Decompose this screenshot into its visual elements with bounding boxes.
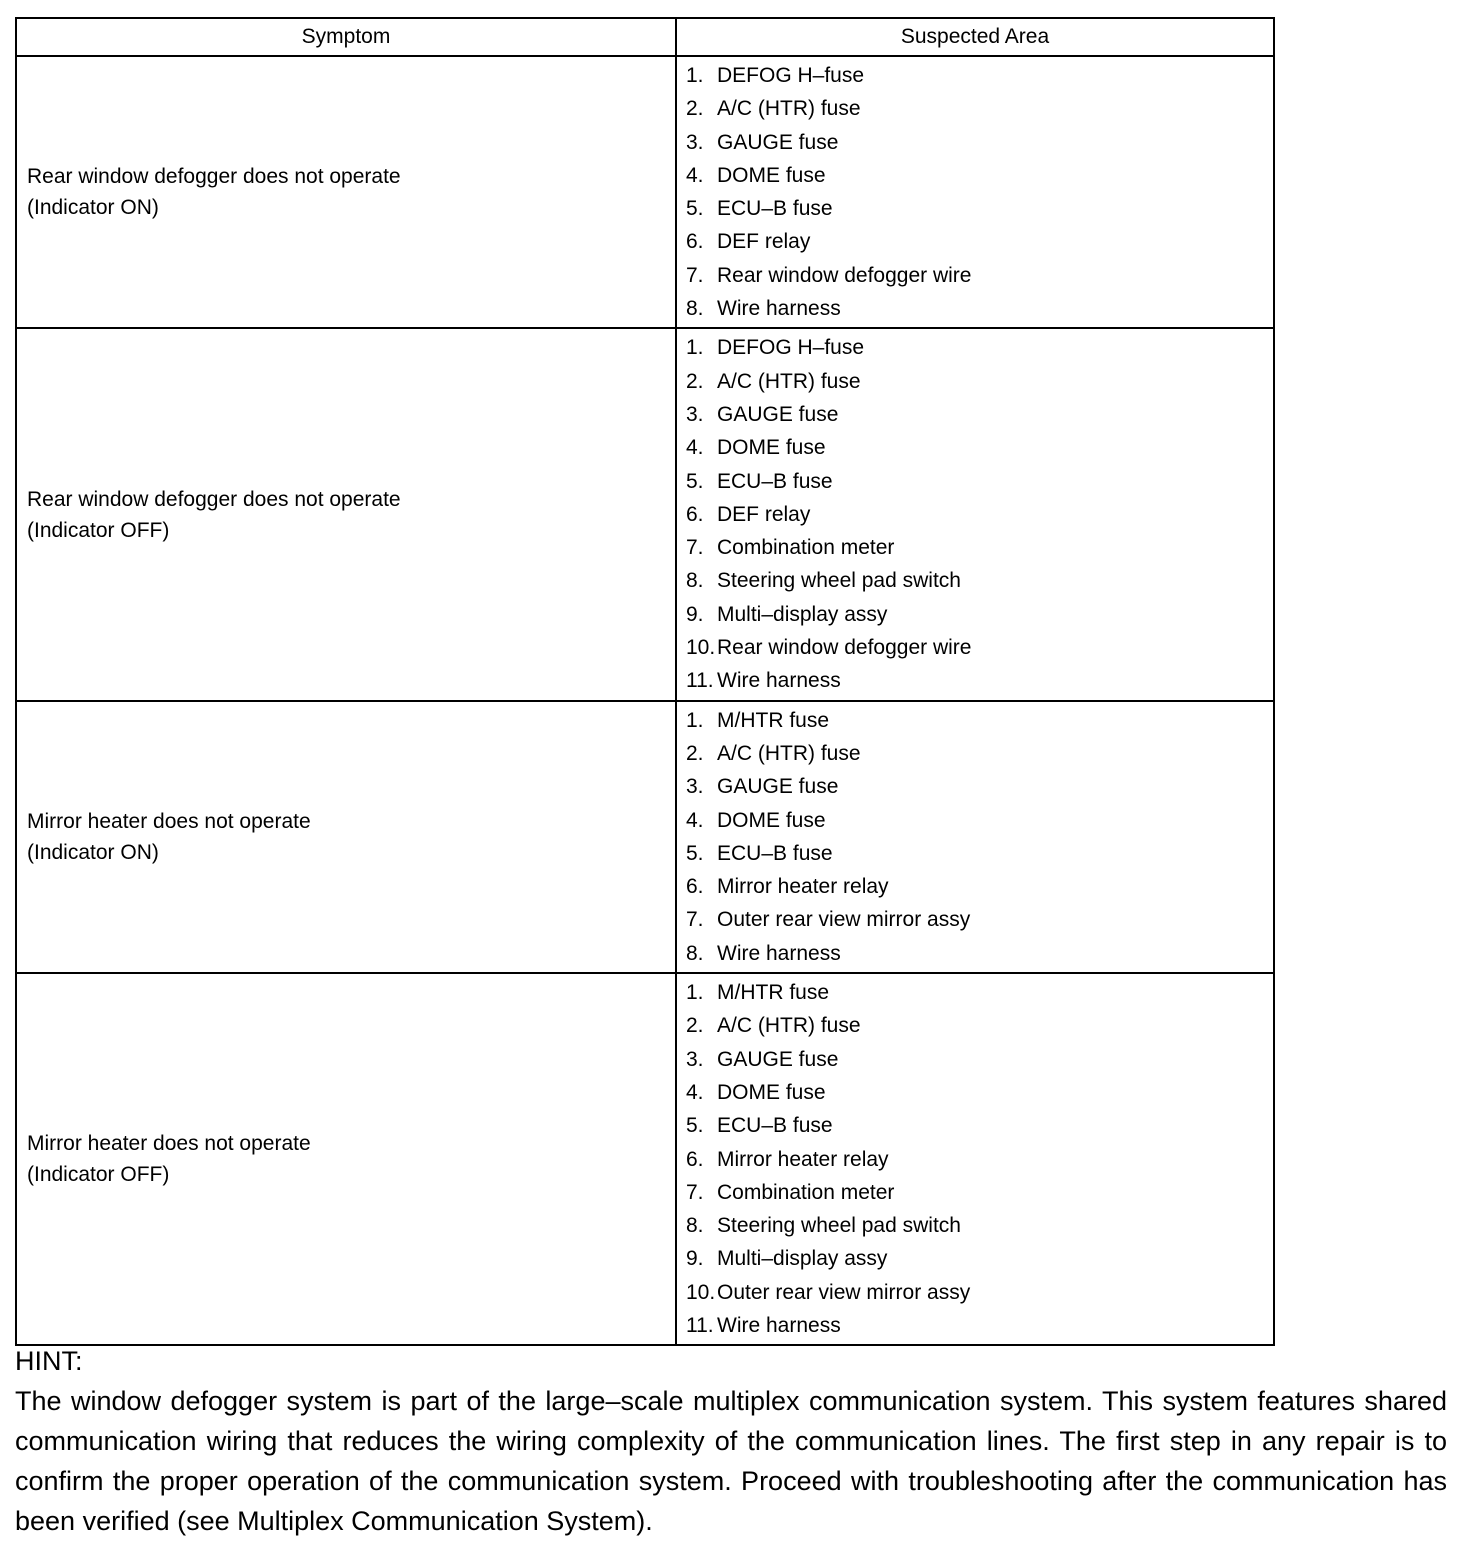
list-item-number: 6. <box>686 1147 704 1171</box>
symptom-cell <box>16 973 676 1345</box>
list-item <box>686 1209 1265 1242</box>
list-item-text: ECU–B fuse <box>717 469 833 493</box>
list-item-text: Mirror heater relay <box>717 875 889 899</box>
list-item-text: DEFOG H–fuse <box>717 64 865 87</box>
list-item-text: Outer rear view mirror assy <box>717 1280 971 1304</box>
list-item-number: 6. <box>686 230 704 254</box>
list-item-text: Outer rear view mirror assy <box>717 908 971 932</box>
symptom-description: Mirror heater does not operate <box>27 809 311 833</box>
list-item <box>686 837 1265 870</box>
list-item-number: 3. <box>686 130 704 154</box>
list-item-number: 2. <box>686 97 704 121</box>
list-item <box>686 292 1265 325</box>
list-item <box>686 598 1265 631</box>
list-item-number: 8. <box>686 297 704 321</box>
list-item <box>686 770 1265 803</box>
list-item <box>686 870 1265 903</box>
table-body <box>16 56 1274 1345</box>
list-item-text: ECU–B fuse <box>717 197 833 221</box>
list-item-number: 3. <box>686 402 704 426</box>
list-item-number: 4. <box>686 1080 704 1104</box>
list-item-number: 6. <box>686 502 704 526</box>
list-item-text: DOME fuse <box>717 808 826 832</box>
suspected-area-cell <box>676 973 1274 1345</box>
suspected-area-cell <box>676 328 1274 700</box>
list-item-text: Combination meter <box>717 536 895 560</box>
list-item-text: Mirror heater relay <box>717 1147 889 1171</box>
list-item <box>686 1043 1265 1076</box>
list-item-text: DEF relay <box>717 502 811 526</box>
list-item-number: 5. <box>686 841 704 865</box>
list-item <box>686 976 1265 1009</box>
list-item-number: 5. <box>686 469 704 493</box>
list-item <box>686 1109 1265 1142</box>
list-item-number: 1. <box>686 64 704 87</box>
list-item-text: Wire harness <box>717 941 841 965</box>
table-header-row <box>16 18 1274 56</box>
list-item <box>686 398 1265 431</box>
list-item-number: 9. <box>686 1247 704 1271</box>
list-item-text: ECU–B fuse <box>717 841 833 865</box>
list-item-text: Wire harness <box>717 669 841 693</box>
list-item-text: M/HTR fuse <box>717 708 830 732</box>
list-item <box>686 1309 1265 1342</box>
list-item-number: 7. <box>686 1180 704 1204</box>
hint-section <box>15 1341 1447 1541</box>
list-item <box>686 465 1265 498</box>
hint-text: The window defogger system is part of the large–scale multiplex communication system. This system features shared communication wiring that reduces the wiring complexity of the communication lines. The first step in any repair is to confirm the proper operation of the communication system. Proceed with troubleshooting after the communication has been verified (see Multiplex Communication System). <box>15 1386 1447 1536</box>
list-item <box>686 365 1265 398</box>
table-row <box>16 701 1274 973</box>
list-item-number: 4. <box>686 436 704 460</box>
symptom-indicator-state: (Indicator OFF) <box>27 1163 170 1187</box>
list-item-number: 4. <box>686 163 704 187</box>
list-item <box>686 1009 1265 1042</box>
symptom-indicator-state: (Indicator OFF) <box>27 518 170 542</box>
list-item-number: 1. <box>686 981 704 1005</box>
list-item-number: 5. <box>686 1114 704 1138</box>
symptom-cell <box>16 328 676 700</box>
list-item-text: Steering wheel pad switch <box>717 569 961 593</box>
list-item <box>686 804 1265 837</box>
list-item <box>686 631 1265 664</box>
symptom-column-header: Symptom <box>16 18 676 56</box>
list-item-text: GAUGE fuse <box>717 1047 839 1071</box>
list-item-text: DEF relay <box>717 230 811 254</box>
table-row <box>16 56 1274 328</box>
troubleshooting-table <box>15 17 1275 1346</box>
list-item <box>686 431 1265 464</box>
symptom-indicator-state: (Indicator ON) <box>27 840 159 864</box>
list-item-text: Rear window defogger wire <box>717 263 972 287</box>
list-item-number: 2. <box>686 1014 704 1038</box>
list-item <box>686 564 1265 597</box>
list-item-text: A/C (HTR) fuse <box>717 1014 861 1038</box>
list-item <box>686 192 1265 225</box>
list-item-number: 4. <box>686 808 704 832</box>
table-row <box>16 973 1274 1345</box>
symptom-description: Rear window defogger does not operate <box>27 487 401 511</box>
list-item <box>686 903 1265 936</box>
hint-label: HINT: <box>15 1346 83 1376</box>
list-item-number: 6. <box>686 875 704 899</box>
list-item-text: DOME fuse <box>717 436 826 460</box>
list-item-text: Rear window defogger wire <box>717 636 972 660</box>
list-item-number: 11. <box>686 669 714 693</box>
list-item <box>686 159 1265 192</box>
list-item-text: Wire harness <box>717 297 841 321</box>
list-item <box>686 737 1265 770</box>
list-item-number: 9. <box>686 602 704 626</box>
suspected-area-cell <box>676 56 1274 328</box>
table-row <box>16 328 1274 700</box>
suspected-area-column-header: Suspected Area <box>676 18 1274 56</box>
list-item-number: 11. <box>686 1313 714 1337</box>
list-item-number: 10. <box>686 636 716 660</box>
list-item <box>686 1143 1265 1176</box>
list-item <box>686 1176 1265 1209</box>
list-item-text: GAUGE fuse <box>717 775 839 799</box>
list-item-text: ECU–B fuse <box>717 1114 833 1138</box>
suspected-area-cell <box>676 701 1274 973</box>
list-item <box>686 59 1265 92</box>
list-item <box>686 259 1265 292</box>
list-item <box>686 664 1265 697</box>
list-item-text: A/C (HTR) fuse <box>717 741 861 765</box>
list-item <box>686 1242 1265 1275</box>
list-item <box>686 498 1265 531</box>
list-item-number: 7. <box>686 536 704 560</box>
list-item <box>686 92 1265 125</box>
list-item-text: GAUGE fuse <box>717 130 839 154</box>
list-item-text: Steering wheel pad switch <box>717 1214 961 1238</box>
list-item-text: DEFOG H–fuse <box>717 336 865 360</box>
list-item <box>686 225 1265 258</box>
symptom-cell <box>16 701 676 973</box>
list-item-number: 8. <box>686 941 704 965</box>
list-item <box>686 1276 1265 1309</box>
list-item <box>686 1076 1265 1109</box>
list-item-text: Wire harness <box>717 1313 841 1337</box>
list-item <box>686 531 1265 564</box>
list-item-number: 7. <box>686 908 704 932</box>
list-item <box>686 704 1265 737</box>
symptom-cell <box>16 56 676 328</box>
list-item-number: 8. <box>686 1214 704 1238</box>
list-item-number: 1. <box>686 336 704 360</box>
list-item <box>686 126 1265 159</box>
list-item-number: 7. <box>686 263 704 287</box>
symptom-indicator-state: (Indicator ON) <box>27 196 159 220</box>
list-item-number: 8. <box>686 569 704 593</box>
list-item <box>686 331 1265 364</box>
list-item-number: 10. <box>686 1280 716 1304</box>
list-item-text: Combination meter <box>717 1180 895 1204</box>
list-item-number: 1. <box>686 708 704 732</box>
list-item-text: GAUGE fuse <box>717 402 839 426</box>
list-item-text: DOME fuse <box>717 163 826 187</box>
symptom-description: Rear window defogger does not operate <box>27 165 401 189</box>
list-item-text: Multi–display assy <box>717 1247 888 1271</box>
list-item-number: 2. <box>686 369 704 393</box>
list-item-number: 3. <box>686 1047 704 1071</box>
list-item-number: 2. <box>686 741 704 765</box>
list-item-text: Multi–display assy <box>717 602 888 626</box>
list-item-text: A/C (HTR) fuse <box>717 97 861 121</box>
list-item-text: M/HTR fuse <box>717 981 830 1005</box>
list-item <box>686 937 1265 970</box>
list-item-text: DOME fuse <box>717 1080 826 1104</box>
list-item-text: A/C (HTR) fuse <box>717 369 861 393</box>
list-item-number: 5. <box>686 197 704 221</box>
symptom-description: Mirror heater does not operate <box>27 1132 311 1156</box>
list-item-number: 3. <box>686 775 704 799</box>
